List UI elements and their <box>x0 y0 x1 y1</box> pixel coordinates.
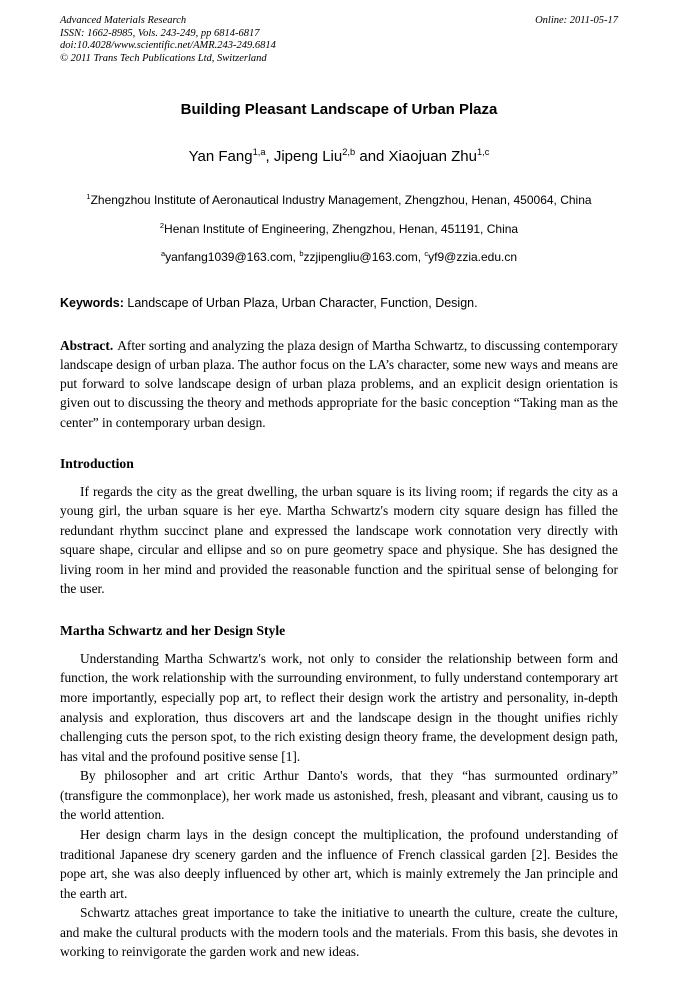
design-style-paragraph-3: Her design charm lays in the design concept the multiplication, the profound understanding of traditional Japanese dry scenery garden and the influence of French classical garden [2]. Besides the pope art, she was also deeply influenced by other art, which is mainly extremely the Jan principle and the earth art. <box>60 826 618 901</box>
affiliation-2-superscript: 2 <box>159 221 165 231</box>
author-2-superscript: 2,b <box>342 147 356 158</box>
online-date: Online: 2011-05-17 <box>535 15 618 26</box>
affiliation-1-text: Zhengzhou Institute of Aeronautical Industry Management, Zhengzhou, Henan, 450064, China <box>90 193 592 208</box>
design-style-paragraph-1: Understanding Martha Schwartz's work, not only to consider the relationship between form and function, the work relationship with the surrounding environment, to fully understand contemporary art more importantly, especially pop art, to reflect their design work the artistry and personality, in-depth analysis and exploration, thus discovers art and the landscape design in the thought unifies richly challenging cuts the person spot, to the rich existing design theory frame, the development design path, has vital and the profound positive sense [1]. <box>60 650 618 764</box>
design-style-paragraph-4: Schwartz attaches great importance to take the initiative to unearth the culture, create the culture, and make the cultural products with the modern tools and the materials. From this basis, she devotes in working to reinvigorate the garden work and new ideas. <box>60 905 618 960</box>
journal-info-block <box>60 15 276 65</box>
email-2: zzjipengliu@163.com, <box>303 250 425 265</box>
doi-line: doi:10.4028/www.scientific.net/AMR.243-249.6814 <box>60 40 276 52</box>
issn-volume-line: ISSN: 1662-8985, Vols. 243-249, pp 6814-6817 <box>60 27 260 39</box>
journal-name: Advanced Materials Research <box>60 15 187 26</box>
author-2 <box>266 148 356 165</box>
affiliation-1 <box>60 193 618 207</box>
email-3: yf9@zzia.edu.cn <box>428 250 518 265</box>
author-emails-line <box>60 250 618 264</box>
journal-header <box>60 15 618 65</box>
author-3 <box>355 148 489 165</box>
email-3-superscript: c <box>424 249 429 259</box>
keywords-label: Keywords: <box>60 296 124 311</box>
introduction-paragraph-1: If regards the city as the great dwelling, the urban square is its living room; if regards the city as a young girl, the urban square is her eye. Martha Schwartz's modern city square design has filled the redundant rhythm succinct plane and expressed the landscape work connotation very directly with square shape, circular and ellipse and so on pure geometry space and physique. She has designed the living room in her mind and provided the reasonable function and the spiritual sense of belonging for the user. <box>60 483 618 597</box>
affiliation-2 <box>60 222 618 236</box>
abstract-label: Abstract. <box>60 338 114 354</box>
email-2-superscript: b <box>299 249 304 259</box>
email-1: yanfang1039@163.com, <box>165 250 300 265</box>
copyright-line: © 2011 Trans Tech Publications Ltd, Switzerland <box>60 52 267 64</box>
paper-title: Building Pleasant Landscape of Urban Plaza <box>180 101 498 119</box>
author-1-name: Yan Fang <box>188 148 253 166</box>
affiliation-1-superscript: 1 <box>86 192 91 202</box>
keywords-line <box>60 296 618 310</box>
authors-line <box>60 148 618 165</box>
author-3-superscript: 1,c <box>476 147 490 158</box>
section-heading-introduction: Introduction <box>60 455 134 471</box>
author-3-name: and Xiaojuan Zhu <box>355 148 477 166</box>
design-style-paragraph-2: By philosopher and art critic Arthur Danto's words, that they “has surmounted ordinary” (transfigure the commonplace), her work made us astonished, fresh, pleasant and vibrant, causing us to the world attention. <box>60 768 618 823</box>
abstract-paragraph <box>60 336 618 431</box>
section-heading-martha-schwartz-design-style: Martha Schwartz and her Design Style <box>60 622 286 638</box>
email-1-superscript: a <box>160 249 166 259</box>
keywords-text: Landscape of Urban Plaza, Urban Character, Function, Design. <box>123 296 478 311</box>
author-1 <box>189 148 266 165</box>
author-1-superscript: 1,a <box>252 147 266 158</box>
author-2-name: , Jipeng Liu <box>265 148 343 166</box>
abstract-text: After sorting and analyzing the plaza design of Martha Schwartz, to discussing contemporary landscape design of urban plaza. The author focus on the LA’s character, some new ways and means are put forward to solve landscape design of urban plaza problems, and an explicit design orientation is given out to discussing the theory and methods appropriate for the basic conception “Taking man as the center” in contemporary urban design. <box>60 338 618 430</box>
affiliation-2-text: Henan Institute of Engineering, Zhengzhou, Henan, 451191, China <box>164 222 519 237</box>
